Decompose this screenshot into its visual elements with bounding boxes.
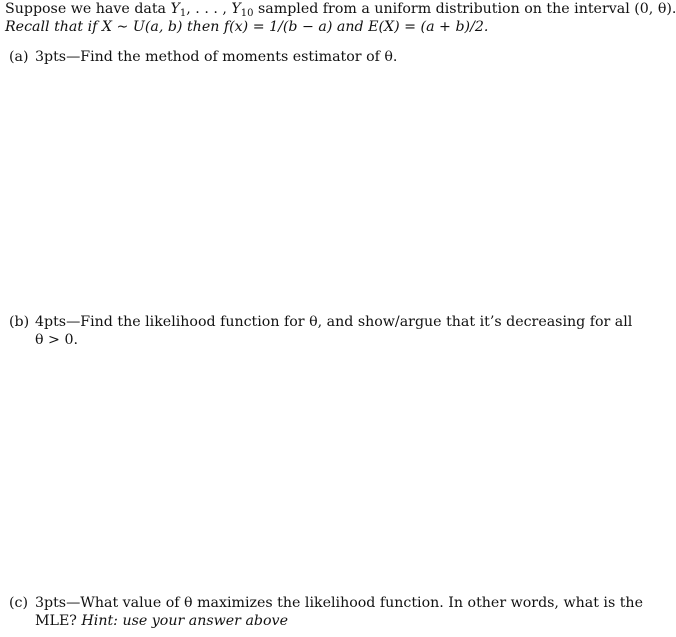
var-Y-last: Y — [231, 1, 241, 17]
question-b-text-line-2: θ > 0. — [35, 332, 78, 348]
var-Y: Y — [170, 1, 180, 17]
subscript-1: 1 — [179, 8, 187, 19]
problem-intro — [5, 0, 676, 36]
ellipsis: , . . . , — [186, 1, 232, 17]
intro-line-1 — [5, 0, 676, 18]
question-b-label: (b) — [9, 314, 30, 330]
subscript-10: 10 — [240, 8, 254, 19]
question-c — [9, 594, 643, 630]
question-a-label: (a) — [9, 49, 29, 65]
question-a — [9, 48, 594, 66]
intro-text-end: sampled from a uniform distribution on the interval (0, θ). — [253, 1, 676, 17]
intro-line-2: Recall that if X ∼ U(a, b) then f(x) = 1/(b − a) and E(X) = (a + b)/2. — [5, 19, 489, 35]
question-c-label: (c) — [9, 595, 29, 611]
question-b-text-line-1: 4pts—Find the likelihood function for θ, and show/argue that it’s decreasing for all — [35, 314, 633, 330]
question-c-hint: Hint: use your answer above — [81, 613, 288, 629]
question-b — [9, 313, 633, 349]
question-c-text-line-1: 3pts—What value of θ maximizes the likelihood function. In other words, what is the — [35, 595, 643, 611]
question-c-text-line-2a: MLE? — [35, 613, 82, 629]
intro-text-start: Suppose we have data — [5, 1, 171, 17]
question-a-text: 3pts—Find the method of moments estimator of θ. — [35, 49, 398, 65]
